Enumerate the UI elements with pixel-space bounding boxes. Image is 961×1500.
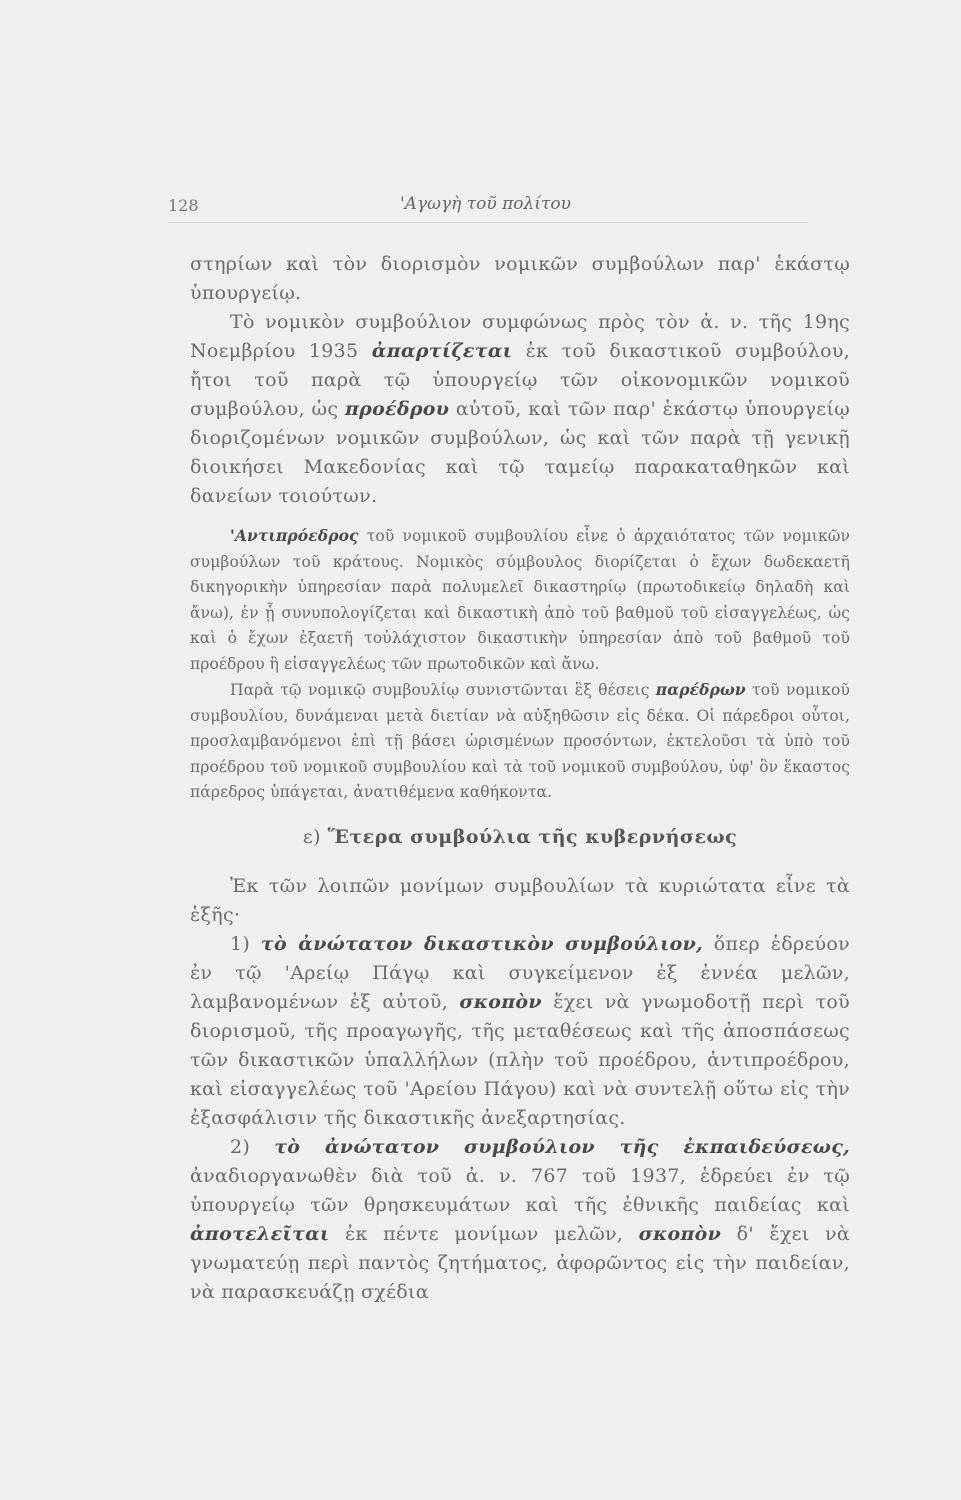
page-body <box>190 250 850 1307</box>
paragraph-legal-council: Τὸ νομικὸν συμβούλιον συμφώνως πρὸς τὸν ἀ. ν. τῆς 19ης Νοεμβρίου 1935 ἀπαρτίζεται ἐκ τοῦ δικαστικοῦ συμβούλου, ἤτοι τοῦ παρὰ τῷ ὑπουργείῳ τῶν οἰκονομικῶν νομικοῦ συμβούλου, ὡς προέδρου αὐτοῦ, καὶ τῶν παρ' ἑκάστῳ ὑπουργείῳ διοριζομένων νομικῶν συμβούλων, ὡς καὶ τῶν παρὰ τῇ γενικῇ διοικήσει Μακεδονίας καὶ τῷ ταμείῳ παρακαταθηκῶν καὶ δανείων τοιούτων. <box>190 311 851 507</box>
section-heading: ε) Ἕτερα συμβούλια τῆς κυβερνήσεως <box>302 825 738 848</box>
header-rule <box>168 222 808 223</box>
paragraph-assessors: Παρὰ τῷ νομικῷ συμβουλίῳ συνιστῶνται ἓξ θέσεις παρέδρων τοῦ νομικοῦ συμβουλίου, δυνάμεναι μετὰ διετίαν νὰ αὐξηθῶσιν εἰς δέκα. Οἱ πάρεδροι οὗτοι, προσλαμβανόμενοι ἐπὶ τῇ βάσει ὡρισμένων προσόντων, ἐκτελοῦσι τὰ ὑπὸ τοῦ προέδρου τοῦ νομικοῦ συμβουλίου καὶ τὰ τοῦ νομικοῦ συμβούλου, ὑφ' ὃν ἕκαστος πάρεδρος ὑπάγεται, ἀνατιθέμενα καθήκοντα. <box>190 680 850 801</box>
paragraph-judicial-council: 1) τὸ ἀνώτατον δικαστικὸν συμβούλιον, ὅπερ ἑδρεύον ἐν τῷ 'Αρείῳ Πάγῳ καὶ συγκείμενον ἐξ ἐννέα μελῶν, λαμβανομένων ἐξ αὐτοῦ, σκοπὸν ἔχει νὰ γνωμοδοτῇ περὶ τοῦ διορισμοῦ, τῆς προαγωγῆς, τῆς μεταθέσεως καὶ τῆς ἀποσπάσεως τῶν δικαστικῶν ὑπαλλήλων (πλὴν τοῦ προέδρου, ἀντιπροέδρου, καὶ εἰσαγγελέως τοῦ 'Αρείου Πάγου) καὶ νὰ συντελῇ οὕτω εἰς τὴν ἐξασφάλισιν τῆς δικαστικῆς ἀνεξαρτησίας. <box>190 932 850 1129</box>
page-number: 128 <box>168 196 199 215</box>
paragraph-education-council: 2) τὸ ἀνώτατον συμβούλιον τῆς ἐκπαιδεύσεως, ἀναδιοργανωθὲν διὰ τοῦ ἀ. ν. 767 τοῦ 1937, ἑδρεύει ἐν τῷ ὑπουργείῳ τῶν θρησκευμάτων καὶ τῆς ἐθνικῆς παιδείας καὶ ἀποτελεῖται ἐκ πέντε μονίμων μελῶν, σκοπὸν δ' ἔχει νὰ γνωματεύῃ περὶ παντὸς ζητήματος, ἀφορῶντος εἰς τὴν παιδείαν, νὰ παρασκευάζῃ σχέδια <box>190 1135 851 1303</box>
page-header <box>168 196 808 220</box>
paragraph-other-councils: Ἐκ τῶν λοιπῶν μονίμων συμβουλίων τὰ κυριώτατα εἶνε τὰ ἑξῆς· <box>190 874 850 926</box>
running-title: 'Αγωγὴ τοῦ πολίτου <box>400 194 571 214</box>
paragraph-vice-president: 'Αντιπρόεδρος τοῦ νομικοῦ συμβουλίου εἶνε ὁ ἀρχαιότατος τῶν νομικῶν συμβούλων τοῦ κράτους. Νομικὸς σύμβουλος διορίζεται ὁ ἔχων δωδεκαετῆ δικηγορικὴν ὑπηρεσίαν παρὰ πολυμελεῖ δικαστηρίῳ (πρωτοδικείῳ δηλαδὴ καὶ ἄνω), ἐν ᾗ συνυπολογίζεται καὶ δικαστικὴ ἀπὸ τοῦ βαθμοῦ τοῦ εἰσαγγελέως, ὡς καὶ ὁ ἔχων ἑξαετῆ τοὐλάχιστον δικαστικὴν ὑπηρεσίαν ἀπὸ τοῦ βαθμοῦ τοῦ προέδρου ἢ εἰσαγγελέως τῶν πρωτοδικῶν καὶ ἄνω. <box>190 526 850 673</box>
paragraph-continuation: στηρίων καὶ τὸν διορισμὸν νομικῶν συμβούλων παρ' ἑκάστῳ ὑπουργείῳ. <box>190 253 850 304</box>
